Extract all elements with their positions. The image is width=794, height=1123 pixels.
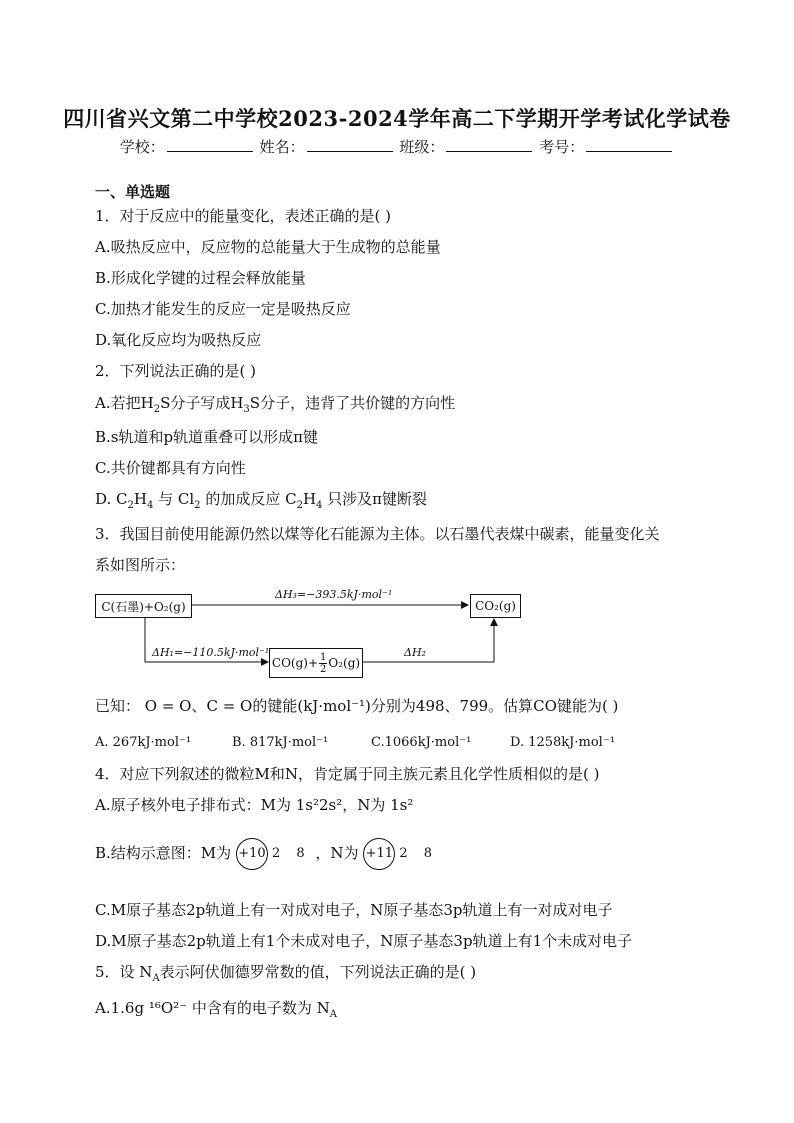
class-label: 班级： [399,138,445,156]
exam-title: 四川省兴文第二中学校2023-2024学年高二下学期开学考试化学试卷 [63,106,731,131]
atom-n-diagram: +11 2 8 [363,838,438,870]
box-reactants: C(石墨)+O₂(g) [95,594,192,618]
class-blank[interactable] [446,137,532,152]
school-blank[interactable] [167,137,253,152]
q3-stem-line1: 3．我国目前使用能源仍然以煤等化石能源为主体。以石墨代表煤中碳素，能量变化关 [95,525,660,543]
number-label: 考号： [539,138,585,156]
arrow-dh2 [360,619,494,662]
q3-option-c: C.1066kJ·mol⁻¹ [371,735,472,750]
q2-option-d: D. $C_2H_4$ 与 $Cl_2$ 的加成反应 $C_2H_4$ 只涉及π键断裂 [95,490,428,511]
student-info-line [0,136,794,157]
q4-option-c: C.M原子基态2p轨道上有一对成对电子，N原子基态3p轨道上有一对成对电子 [95,901,613,919]
q3-option-a: A. 267kJ·mol⁻¹ [95,735,192,750]
q2-option-b: B.s轨道和p轨道重叠可以形成π键 [95,428,318,446]
q4-option-b: B.结构示意图：M为 +10 2 8 ，N为 +11 2 8 [95,838,438,870]
name-label: 姓名： [259,138,305,156]
q1-option-d: D.氧化反应均为吸热反应 [95,331,262,349]
name-blank[interactable] [307,137,393,152]
q2-stem: 2．下列说法正确的是( ) [95,362,257,380]
q1-option-b: B.形成化学键的过程会释放能量 [95,269,306,287]
q5-stem: 5．设 $N_A$表示阿伏伽德罗常数的值，下列说法正确的是( ) [95,963,477,984]
q3-known: 已知： O = O、C = O的键能(kJ·mol⁻¹)分别为498、799。估算CO键能为( ) [95,697,619,715]
q1-option-a: A.吸热反应中，反应物的总能量大于生成物的总能量 [95,238,441,256]
q3-option-d: D. 1258kJ·mol⁻¹ [510,735,615,750]
q3-stem-line2: 系如图所示： [95,556,186,574]
atom-m-diagram: +10 2 8 [236,838,311,870]
label-dh3: ΔH₃=−393.5kJ·mol⁻¹ [275,588,393,601]
q1-stem: 1．对于反应中的能量变化，表述正确的是( ) [95,207,392,225]
q4-option-d: D.M原子基态2p轨道上有1个未成对电子，N原子基态3p轨道上有1个未成对电子 [95,932,633,950]
q4-stem: 4．对应下列叙述的微粒M和N，肯定属于同主族元素且化学性质相似的是( ) [95,765,600,783]
label-dh1: ΔH₁=−110.5kJ·mol⁻¹ [152,646,270,659]
school-label: 学校： [119,138,165,156]
label-dh2: ΔH₂ [404,646,426,659]
box-co2: CO₂(g) [470,594,521,618]
number-blank[interactable] [586,137,672,152]
q5-option-a: A.1.6g ¹⁶O²⁻ 中含有的电子数为 $N_A$ [95,999,337,1020]
q4-option-a: A.原子核外电子排布式：M为 1s²2s²，N为 1s² [95,796,414,814]
q2-option-c: C.共价键都具有方向性 [95,459,246,477]
q1-option-c: C.加热才能发生的反应一定是吸热反应 [95,300,351,318]
q2-option-a: A.若把$H_2S$分子写成$H_3S$分子，违背了共价键的方向性 [95,394,456,415]
box-co-intermediate: CO(g)+ $\frac{1}{2}$ O₂(g) [269,648,363,678]
q3-option-b: B. 817kJ·mol⁻¹ [232,735,329,750]
section-heading: 一、单选题 [95,183,171,201]
